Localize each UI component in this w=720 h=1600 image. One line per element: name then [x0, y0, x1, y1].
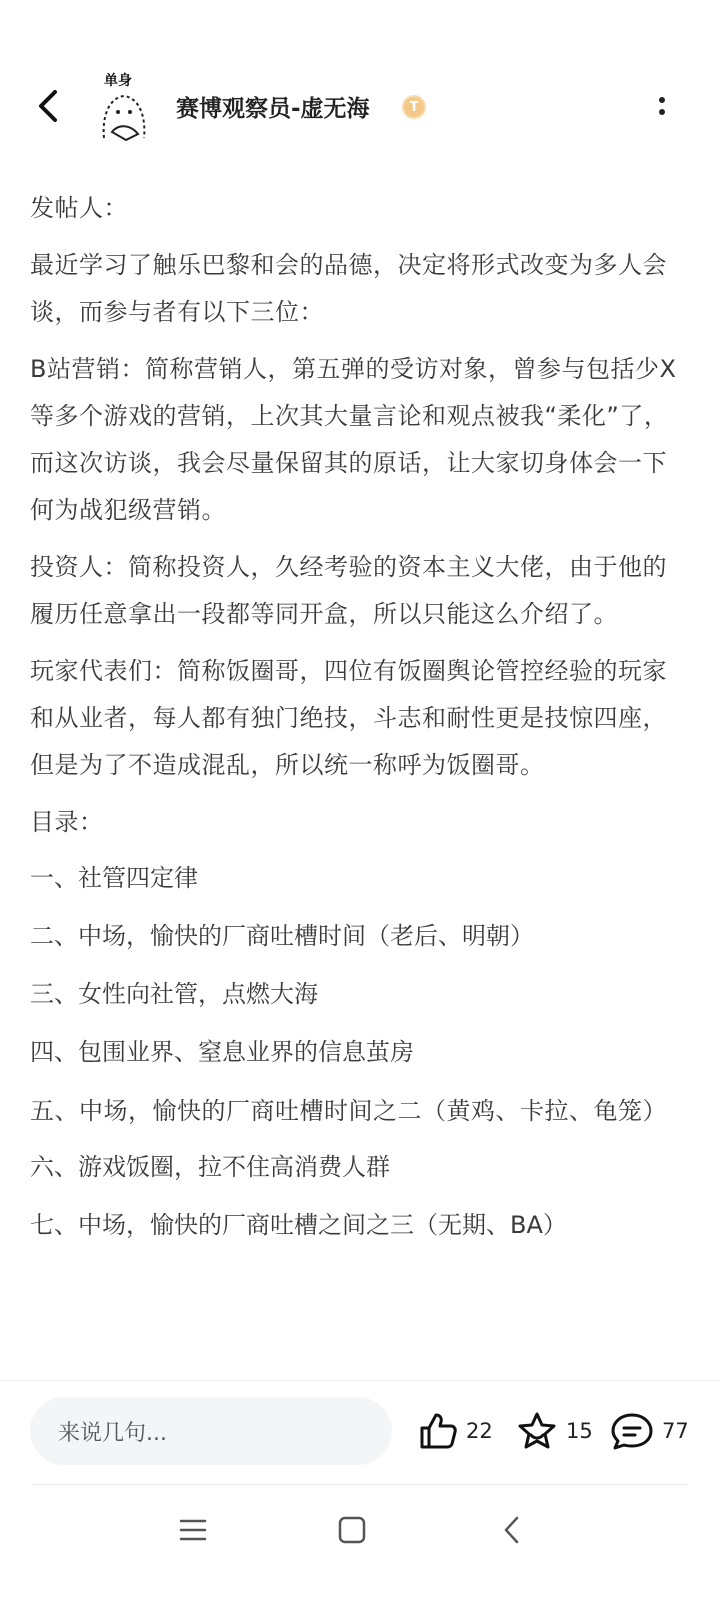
favorite-count: 15 — [566, 1419, 593, 1443]
square-icon — [338, 1516, 366, 1544]
comment-count: 77 — [662, 1419, 689, 1443]
bottom-action-bar — [0, 1381, 720, 1485]
toc-item: 一、社管四定律 — [30, 864, 198, 892]
post-header — [0, 60, 720, 160]
post-paragraph: 玩家代表们：简称饭圈哥，四位有饭圈舆论管控经验的玩家和从业者，每人都有独门绝技，斗志和耐性更是技惊四座，但是为了不造成混乱，所以统一称呼为饭圈哥。 — [30, 657, 667, 779]
post-paragraph: 发帖人： — [30, 194, 128, 222]
divider — [32, 1484, 688, 1485]
toc-item: 四、包围业界、窒息业界的信息茧房 — [30, 1038, 414, 1066]
back-button[interactable] — [28, 84, 68, 128]
chevron-left-icon — [36, 89, 60, 123]
comment-bubble-icon — [610, 1411, 654, 1451]
like-count: 22 — [466, 1419, 493, 1443]
chevron-left-icon — [502, 1516, 522, 1544]
post-paragraph: 最近学习了触乐巴黎和会的品德，决定将形式改变为多人会谈，而参与者有以下三位： — [30, 251, 667, 326]
avatar[interactable] — [96, 70, 152, 146]
more-dot — [659, 109, 665, 115]
more-options-button[interactable] — [650, 86, 674, 126]
toc-item: 六、游戏饭圈，拉不住高消费人群 — [30, 1153, 390, 1181]
favorite-button[interactable] — [516, 1407, 593, 1455]
system-back-button[interactable] — [492, 1510, 532, 1550]
avatar-label: 单身 — [104, 73, 132, 89]
menu-icon — [179, 1518, 207, 1542]
recent-apps-button[interactable] — [173, 1510, 213, 1550]
post-paragraph: 投资人：简称投资人，久经考验的资本主义大佬，由于他的履历任意拿出一段都等同开盒，所以只能这么介绍了。 — [30, 553, 667, 628]
post-content — [30, 185, 680, 1380]
system-navigation-bar — [0, 1490, 720, 1570]
like-button[interactable] — [418, 1407, 493, 1455]
thumbs-up-icon — [418, 1411, 458, 1451]
toc-item: 三、女性向社管，点燃大海 — [30, 980, 318, 1008]
toc-heading: 目录： — [30, 808, 104, 836]
comment-input[interactable]: 来说几句... — [30, 1397, 392, 1465]
home-button[interactable] — [332, 1510, 372, 1550]
toc-item: 七、中场，愉快的厂商吐槽之间之三（无期、BA） — [30, 1211, 567, 1239]
star-icon — [516, 1411, 558, 1451]
user-level-badge: T — [402, 95, 426, 119]
comment-button[interactable] — [610, 1407, 689, 1455]
more-vertical-icon — [659, 97, 665, 103]
username[interactable]: 赛博观察员-虚无海 — [176, 96, 370, 122]
post-paragraph: B站营销：简称营销人，第五弹的受访对象，曾参与包括少X等多个游戏的营销，上次其大量言论和观点被我“柔化”了，而这次访谈，我会尽量保留其的原话，让大家切身体会一下何为战犯级营销。 — [30, 355, 677, 524]
avatar-drawing — [96, 88, 152, 144]
toc-item: 二、中场，愉快的厂商吐槽时间（老后、明朝） — [30, 922, 534, 950]
toc-item: 五、中场，愉快的厂商吐槽时间之二（黄鸡、卡拉、龟笼） — [30, 1097, 667, 1125]
